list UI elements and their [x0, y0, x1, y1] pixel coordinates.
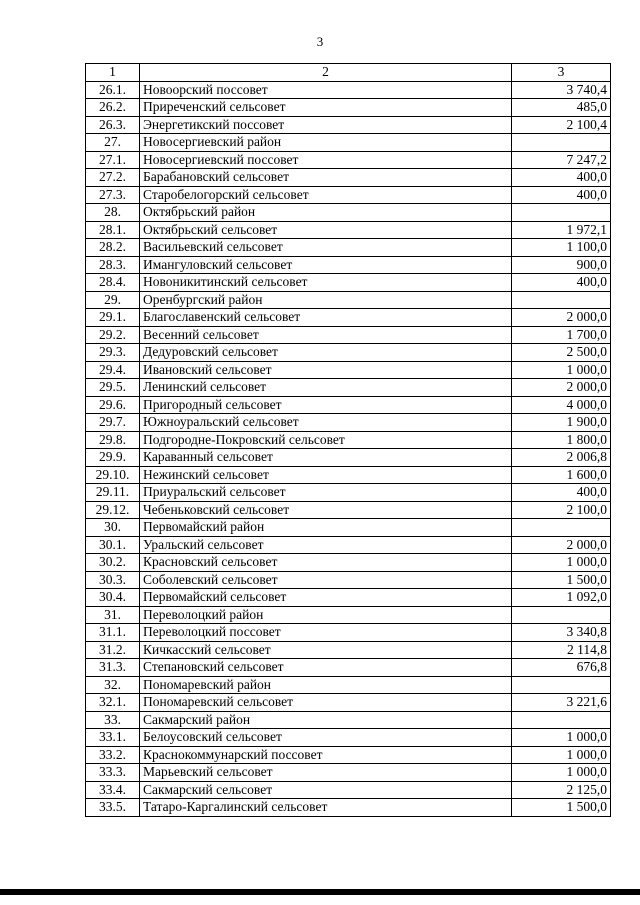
row-number: 33.1. — [86, 729, 140, 747]
row-number: 29.5. — [86, 379, 140, 397]
row-value: 900,0 — [512, 256, 611, 274]
table-row — [86, 554, 611, 572]
row-value — [512, 134, 611, 152]
table-row — [86, 169, 611, 187]
row-name: Пригородный сельсовет — [140, 396, 512, 414]
row-name: Энергетикский поссовет — [140, 116, 512, 134]
row-number: 33.2. — [86, 746, 140, 764]
row-number: 29.11. — [86, 484, 140, 502]
row-value: 1 000,0 — [512, 764, 611, 782]
row-number: 29.6. — [86, 396, 140, 414]
row-name: Татаро-Каргалинский сельсовет — [140, 799, 512, 817]
row-value: 485,0 — [512, 99, 611, 117]
row-value — [512, 606, 611, 624]
row-number: 33.5. — [86, 799, 140, 817]
row-name: Октябрьский район — [140, 204, 512, 222]
row-number: 33.3. — [86, 764, 140, 782]
table-row — [86, 431, 611, 449]
row-number: 29.12. — [86, 501, 140, 519]
row-name: Сакмарский сельсовет — [140, 781, 512, 799]
row-name: Оренбургский район — [140, 291, 512, 309]
row-name: Сакмарский район — [140, 711, 512, 729]
row-value: 2 000,0 — [512, 309, 611, 327]
row-number: 29.4. — [86, 361, 140, 379]
row-value: 7 247,2 — [512, 151, 611, 169]
row-name: Нежинский сельсовет — [140, 466, 512, 484]
header-col-2: 2 — [140, 64, 512, 82]
table-row — [86, 186, 611, 204]
row-name: Первомайский сельсовет — [140, 589, 512, 607]
row-value: 1 972,1 — [512, 221, 611, 239]
row-name: Благославенский сельсовет — [140, 309, 512, 327]
table-row — [86, 309, 611, 327]
table-row — [86, 799, 611, 817]
row-number: 30.3. — [86, 571, 140, 589]
row-number: 28.2. — [86, 239, 140, 257]
table-row — [86, 589, 611, 607]
row-value — [512, 711, 611, 729]
table-row — [86, 694, 611, 712]
row-name: Новоникитинский сельсовет — [140, 274, 512, 292]
row-value: 400,0 — [512, 484, 611, 502]
table-row — [86, 746, 611, 764]
row-value — [512, 519, 611, 537]
row-name: Пономаревский сельсовет — [140, 694, 512, 712]
table-row — [86, 606, 611, 624]
row-number: 29.7. — [86, 414, 140, 432]
row-value: 1 000,0 — [512, 729, 611, 747]
row-number: 26.1. — [86, 81, 140, 99]
header-col-1: 1 — [86, 64, 140, 82]
row-value: 676,8 — [512, 659, 611, 677]
table-body — [86, 64, 611, 817]
row-value — [512, 291, 611, 309]
row-name: Новосергиевский поссовет — [140, 151, 512, 169]
table-row — [86, 764, 611, 782]
table-row — [86, 239, 611, 257]
row-number: 30. — [86, 519, 140, 537]
row-value: 2 125,0 — [512, 781, 611, 799]
table-row — [86, 81, 611, 99]
table-row — [86, 379, 611, 397]
row-number: 29.10. — [86, 466, 140, 484]
table-row — [86, 291, 611, 309]
table-row — [86, 204, 611, 222]
row-number: 30.2. — [86, 554, 140, 572]
row-number: 26.3. — [86, 116, 140, 134]
row-number: 27.2. — [86, 169, 140, 187]
row-name: Уральский сельсовет — [140, 536, 512, 554]
row-value: 1 800,0 — [512, 431, 611, 449]
row-number: 29. — [86, 291, 140, 309]
row-name: Новосергиевский район — [140, 134, 512, 152]
row-name: Южноуральский сельсовет — [140, 414, 512, 432]
row-number: 28.1. — [86, 221, 140, 239]
row-value: 1 700,0 — [512, 326, 611, 344]
table-row — [86, 396, 611, 414]
row-name: Старобелогорский сельсовет — [140, 186, 512, 204]
row-value: 2 000,0 — [512, 379, 611, 397]
row-number: 27.1. — [86, 151, 140, 169]
row-value: 1 000,0 — [512, 361, 611, 379]
row-number: 31.1. — [86, 624, 140, 642]
row-value: 3 740,4 — [512, 81, 611, 99]
table-row — [86, 274, 611, 292]
row-name: Приреченский сельсовет — [140, 99, 512, 117]
row-name: Ивановский сельсовет — [140, 361, 512, 379]
row-name: Степановский сельсовет — [140, 659, 512, 677]
table-row — [86, 449, 611, 467]
scan-edge-bar — [0, 889, 640, 895]
row-name: Пономаревский район — [140, 676, 512, 694]
row-number: 29.2. — [86, 326, 140, 344]
table-row — [86, 729, 611, 747]
table-row — [86, 519, 611, 537]
table-row — [86, 134, 611, 152]
table-row — [86, 676, 611, 694]
row-value: 400,0 — [512, 169, 611, 187]
row-value — [512, 676, 611, 694]
table-row — [86, 414, 611, 432]
row-name: Марьевский сельсовет — [140, 764, 512, 782]
row-name: Барабановский сельсовет — [140, 169, 512, 187]
table-header-row — [86, 64, 611, 82]
table-row — [86, 344, 611, 362]
table-row — [86, 641, 611, 659]
row-name: Ленинский сельсовет — [140, 379, 512, 397]
row-name: Подгородне-Покровский сельсовет — [140, 431, 512, 449]
row-number: 29.8. — [86, 431, 140, 449]
row-name: Краснокоммунарский поссовет — [140, 746, 512, 764]
header-col-3: 3 — [512, 64, 611, 82]
row-value: 1 500,0 — [512, 571, 611, 589]
row-number: 28.3. — [86, 256, 140, 274]
row-value: 3 221,6 — [512, 694, 611, 712]
table-row — [86, 624, 611, 642]
row-number: 30.1. — [86, 536, 140, 554]
row-number: 29.1. — [86, 309, 140, 327]
row-value: 2 114,8 — [512, 641, 611, 659]
table-row — [86, 659, 611, 677]
row-name: Первомайский район — [140, 519, 512, 537]
row-number: 28. — [86, 204, 140, 222]
row-value: 1 000,0 — [512, 746, 611, 764]
row-name: Васильевский сельсовет — [140, 239, 512, 257]
row-value: 2 100,4 — [512, 116, 611, 134]
row-name: Приуральский сельсовет — [140, 484, 512, 502]
row-value: 1 600,0 — [512, 466, 611, 484]
table-row — [86, 326, 611, 344]
row-number: 28.4. — [86, 274, 140, 292]
table-row — [86, 151, 611, 169]
row-name: Новоорский поссовет — [140, 81, 512, 99]
table-row — [86, 221, 611, 239]
table-row — [86, 361, 611, 379]
row-number: 33. — [86, 711, 140, 729]
row-name: Октябрьский сельсовет — [140, 221, 512, 239]
row-value: 400,0 — [512, 186, 611, 204]
row-number: 29.3. — [86, 344, 140, 362]
row-number: 26.2. — [86, 99, 140, 117]
row-number: 31. — [86, 606, 140, 624]
row-value: 1 900,0 — [512, 414, 611, 432]
table-row — [86, 501, 611, 519]
row-name: Кичкасский сельсовет — [140, 641, 512, 659]
row-name: Караванный сельсовет — [140, 449, 512, 467]
row-number: 32.1. — [86, 694, 140, 712]
row-name: Чебеньковский сельсовет — [140, 501, 512, 519]
row-value: 4 000,0 — [512, 396, 611, 414]
row-value: 1 500,0 — [512, 799, 611, 817]
row-value — [512, 204, 611, 222]
row-number: 29.9. — [86, 449, 140, 467]
table-row — [86, 781, 611, 799]
row-name: Дедуровский сельсовет — [140, 344, 512, 362]
table-row — [86, 711, 611, 729]
table-row — [86, 536, 611, 554]
row-number: 33.4. — [86, 781, 140, 799]
row-number: 27. — [86, 134, 140, 152]
row-name: Весенний сельсовет — [140, 326, 512, 344]
table-row — [86, 484, 611, 502]
table-row — [86, 116, 611, 134]
row-number: 31.3. — [86, 659, 140, 677]
row-name: Переволоцкий район — [140, 606, 512, 624]
row-name: Соболевский сельсовет — [140, 571, 512, 589]
table-row — [86, 256, 611, 274]
row-value: 3 340,8 — [512, 624, 611, 642]
table-row — [86, 466, 611, 484]
allocation-table — [85, 63, 611, 817]
row-value: 2 500,0 — [512, 344, 611, 362]
table-row — [86, 571, 611, 589]
row-value: 2 006,8 — [512, 449, 611, 467]
row-name: Белоусовский сельсовет — [140, 729, 512, 747]
row-value: 2 100,0 — [512, 501, 611, 519]
row-value: 1 000,0 — [512, 554, 611, 572]
row-value: 2 000,0 — [512, 536, 611, 554]
row-number: 32. — [86, 676, 140, 694]
row-name: Красновский сельсовет — [140, 554, 512, 572]
row-value: 400,0 — [512, 274, 611, 292]
row-value: 1 100,0 — [512, 239, 611, 257]
row-value: 1 092,0 — [512, 589, 611, 607]
page-number: 3 — [316, 34, 324, 49]
row-name: Имангуловский сельсовет — [140, 256, 512, 274]
table-row — [86, 99, 611, 117]
row-name: Переволоцкий поссовет — [140, 624, 512, 642]
row-number: 27.3. — [86, 186, 140, 204]
row-number: 31.2. — [86, 641, 140, 659]
row-number: 30.4. — [86, 589, 140, 607]
